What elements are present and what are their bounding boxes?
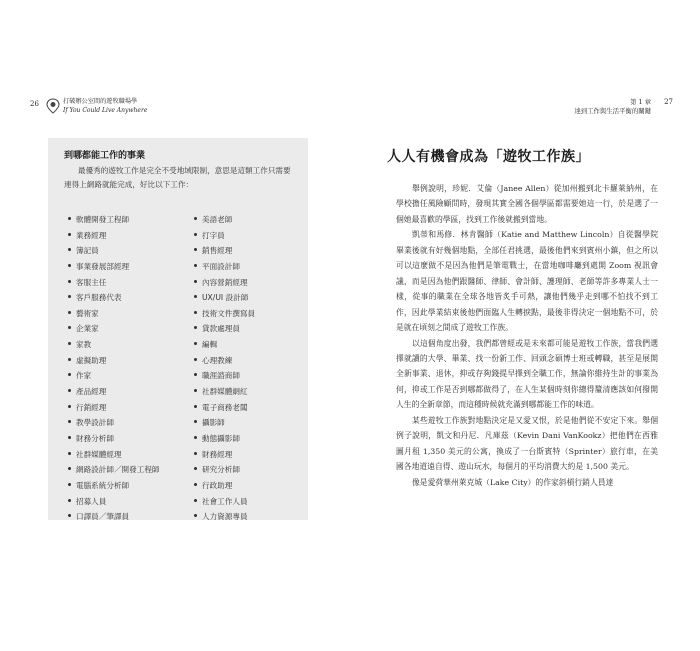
job-title: 口譯員／筆譯員: [76, 512, 130, 522]
jobs-column-2: [194, 212, 255, 525]
job-list-item: [68, 509, 160, 525]
job-title: 攝影師: [202, 418, 225, 428]
bullet-icon: [194, 342, 197, 345]
body-paragraph: 舉例說明，珍妮．艾倫（Janee Allen）從加州搬到北卡羅萊納州，在學校擔任風險顧問時，發現其實全國各個學區都需要她這一行，於是選了一個她最喜歡的學區，找到工作後就搬到當地。: [396, 184, 658, 224]
job-title: 人力資源專員: [202, 512, 248, 522]
bullet-icon: [68, 342, 71, 345]
job-list-item: [68, 415, 160, 431]
bullet-icon: [194, 248, 197, 251]
job-title: 美語老師: [202, 215, 233, 224]
job-list-item: [68, 384, 160, 400]
job-list-item: [194, 462, 255, 478]
body-paragraph: 像是愛荷華州萊克城（Lake City）的作家斜槓行銷人員達: [412, 477, 614, 487]
left-page-header: [30, 98, 330, 120]
left-page-number: 26: [30, 100, 39, 108]
job-list-item: [68, 259, 160, 275]
job-title: 事業發展部經理: [76, 261, 130, 271]
job-title: UX/UI 設計師: [202, 293, 249, 303]
job-list-item: [68, 353, 160, 369]
bullet-icon: [194, 264, 197, 267]
job-title: 行銷經理: [76, 402, 107, 412]
job-title: 平面設計師: [202, 261, 240, 271]
job-title: 電子商務老闆: [202, 402, 248, 412]
job-list-item: [68, 337, 160, 353]
bullet-icon: [68, 373, 71, 376]
job-title: 簿記員: [76, 246, 99, 256]
jobs-column-1: [68, 212, 160, 525]
job-list-item: [68, 228, 160, 244]
location-pin-icon: [46, 98, 60, 114]
bullet-icon: [68, 280, 71, 283]
bullet-icon: [194, 373, 197, 376]
job-title: 作家: [76, 371, 92, 381]
job-list-item: [68, 447, 160, 463]
job-title: 家教: [76, 340, 92, 350]
bullet-icon: [194, 483, 197, 486]
box-intro: 最優秀的遊牧工作是完全不受地域限制，意思是這類工作只需要連得上網路就能完成，好比以下工作：: [64, 166, 291, 189]
bullet-icon: [194, 389, 197, 392]
job-list-item: [68, 368, 160, 384]
job-list-item: [194, 259, 255, 275]
book-subtitle: If You Could Live Anywhere: [63, 107, 148, 114]
job-list-item: [194, 306, 255, 322]
job-title: 貸款處理員: [202, 324, 240, 334]
job-list-item: [68, 431, 160, 447]
job-list-item: [194, 290, 255, 306]
bullet-icon: [194, 295, 197, 298]
body-paragraph: 某些遊牧工作族對地點決定是又愛又恨，於是他們從不安定下來。舉個例子說明，凱文和丹尼．凡庫茲（Kevin Dani VanKookz）把他們在西雅圖月租 1,350 美元的公寓，換成了一台斯賓特（Sprinter）旅行車，在美國各地道遠自得、遊山玩水，每個月的平均消費大約是 1,500 美元。: [396, 415, 658, 472]
job-title: 產品經理: [76, 387, 107, 397]
job-title: 客戶服務代表: [76, 293, 122, 303]
bullet-icon: [68, 311, 71, 314]
bullet-icon: [68, 436, 71, 439]
bullet-icon: [68, 264, 71, 267]
job-title: 業務經理: [76, 230, 107, 240]
job-title: 職涯諮商師: [202, 371, 240, 381]
job-list-item: [68, 243, 160, 259]
right-page-header: [473, 98, 673, 120]
job-list-item: [194, 447, 255, 463]
job-list-item: [68, 275, 160, 291]
bullet-icon: [194, 452, 197, 455]
bullet-icon: [194, 233, 197, 236]
bullet-icon: [194, 280, 197, 283]
job-title: 社群媒體經理: [76, 449, 122, 459]
bullet-icon: [194, 514, 197, 517]
job-list-item: [68, 494, 160, 510]
bullet-icon: [68, 483, 71, 486]
job-list-item: [194, 509, 255, 525]
job-title: 社群媒體網紅: [202, 387, 248, 397]
body-paragraph: 凱蒂和馬修．林肯醫師（Katie and Matthew Lincoln）自從醫學院畢業後就有好幾個地點，全部任君挑選，最後他們來到賓州小鎮，但之所以可以這麼做不是因為他們是筆電戰士，在當地咖啡廳到處開 Zoom 視訊會議，而是因為他們跟醫師、律師、會計師、護理師、老師等許多專業人士一樣，從事的職業在全球各地皆炙手可熱，讓他們幾乎走到哪不怕找不到工作，因此學業結束後他們面臨人生轉捩點，最後非得決定一個地點不可，於是就在頃刻之間成了遊牧工作族。: [396, 230, 658, 333]
bullet-icon: [68, 467, 71, 470]
job-list-item: [194, 415, 255, 431]
job-list-item: [194, 368, 255, 384]
job-title: 財務經理: [202, 449, 233, 459]
job-list-item: [194, 275, 255, 291]
job-list-item: [68, 212, 160, 228]
bullet-icon: [194, 358, 197, 361]
job-list-item: [194, 384, 255, 400]
job-title: 網路設計師／開發工程師: [76, 465, 160, 475]
job-list-item: [194, 494, 255, 510]
job-list-item: [194, 228, 255, 244]
bullet-icon: [68, 405, 71, 408]
job-title: 編輯: [202, 340, 218, 350]
bullet-icon: [194, 499, 197, 502]
job-list-item: [194, 400, 255, 416]
job-title: 企業家: [76, 324, 99, 334]
job-title: 軟體開發工程師: [76, 215, 130, 224]
job-title: 技術文件撰寫員: [202, 308, 256, 318]
job-title: 教學設計師: [76, 418, 114, 428]
job-title: 財務分析師: [76, 433, 114, 443]
right-page-number: 27: [664, 98, 673, 106]
job-title: 心理教練: [202, 355, 233, 365]
job-title: 行政助理: [202, 480, 233, 490]
job-list-item: [68, 462, 160, 478]
bullet-icon: [68, 217, 71, 220]
bullet-icon: [194, 326, 197, 329]
bullet-icon: [68, 452, 71, 455]
bullet-icon: [68, 233, 71, 236]
box-title: 到哪都能工作的事業: [64, 151, 146, 161]
job-list-item: [194, 321, 255, 337]
book-title: 打破辦公室間的遊牧職場學: [63, 98, 138, 105]
job-title: 內容營銷經理: [202, 277, 248, 287]
bullet-icon: [194, 405, 197, 408]
bullet-icon: [68, 326, 71, 329]
body-paragraph: 以這個角度出發，我們都曾經或是未來都可能是遊牧工作族，當我們選擇就讀的大學、畢業、找一份新工作、回頭念碩博士班或轉職，甚至是展開全新事業、退休，抑或存夠錢提早擇到全職工作，無論你維持生計的事業為何，抑或工作是否到哪都做得了，在人生某個時刻你總得釐清應該如何撥開人生的全新章節，而這種時候就充滿到哪都能工作的味道。: [396, 338, 658, 410]
job-title: 動態攝影師: [202, 433, 240, 443]
job-list-item: [68, 290, 160, 306]
remote-jobs-box: [48, 138, 308, 520]
bullet-icon: [194, 436, 197, 439]
job-list-item: [194, 212, 255, 228]
chapter-title: 達到工作與生活平衡的關鍵: [574, 107, 651, 115]
job-title: 銷售經理: [202, 246, 233, 256]
job-title: 打字員: [202, 230, 225, 240]
bullet-icon: [194, 217, 197, 220]
job-list-item: [194, 431, 255, 447]
job-list-item: [194, 353, 255, 369]
chapter-label: 第 1 章: [630, 98, 651, 106]
job-list-item: [68, 478, 160, 494]
bullet-icon: [68, 295, 71, 298]
bullet-icon: [194, 420, 197, 423]
bullet-icon: [68, 420, 71, 423]
bullet-icon: [194, 467, 197, 470]
bullet-icon: [68, 514, 71, 517]
article-body: [396, 181, 658, 490]
bullet-icon: [68, 248, 71, 251]
job-title: 客服主任: [76, 277, 107, 287]
job-title: 研究分析師: [202, 465, 240, 475]
job-list-item: [194, 478, 255, 494]
job-title: 虛擬助理: [76, 355, 107, 365]
job-list-item: [68, 321, 160, 337]
job-title: 藝術家: [76, 308, 99, 318]
bullet-icon: [194, 311, 197, 314]
bullet-icon: [68, 499, 71, 502]
job-title: 電腦系統分析師: [76, 480, 130, 490]
bullet-icon: [68, 358, 71, 361]
job-list-item: [194, 243, 255, 259]
section-heading: 人人有機會成為「遊牧工作族」: [387, 149, 590, 165]
job-title: 社會工作人員: [202, 496, 248, 506]
job-list-item: [68, 400, 160, 416]
bullet-icon: [68, 389, 71, 392]
job-list-item: [194, 337, 255, 353]
job-list-item: [68, 306, 160, 322]
job-title: 招募人員: [76, 496, 107, 506]
